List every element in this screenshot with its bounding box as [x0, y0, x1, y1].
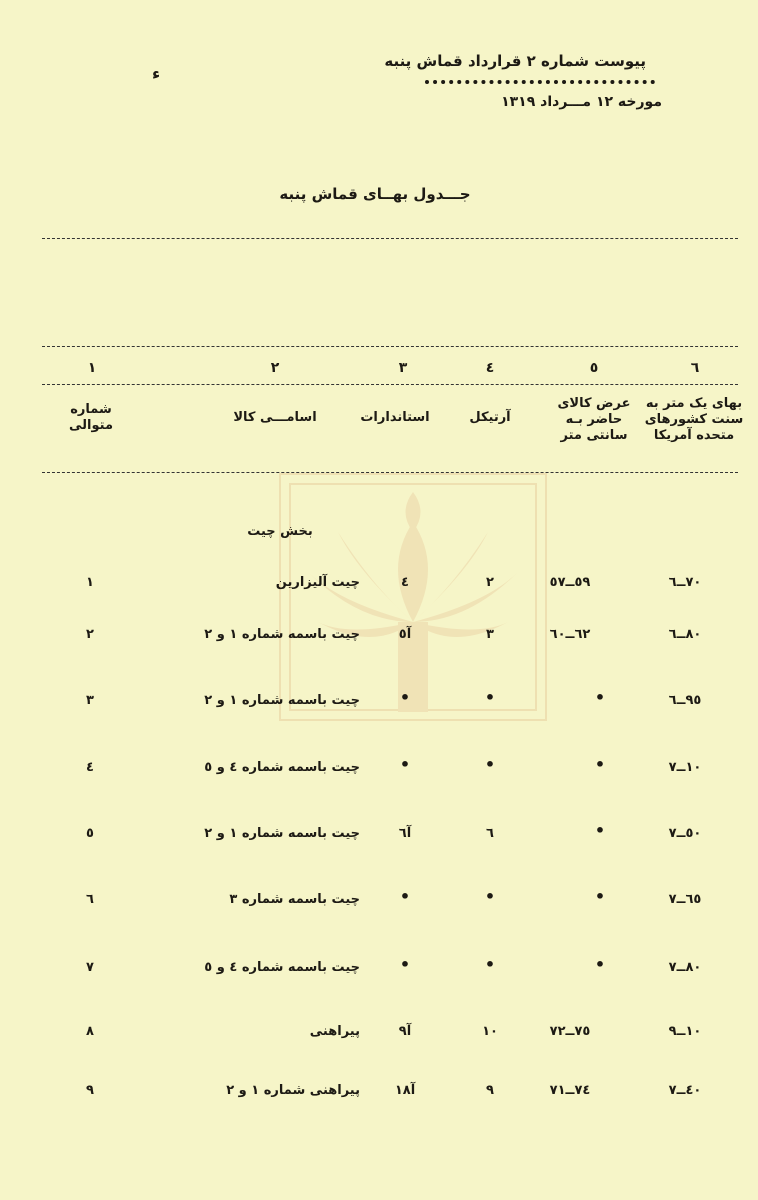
- row-number: ٥: [86, 826, 94, 841]
- row-number: ٢: [86, 627, 94, 642]
- ditto-mark: •: [399, 887, 411, 906]
- column-number: ٦: [690, 360, 700, 376]
- ditto-mark: •: [484, 688, 496, 707]
- item-name: چیت باسمه شماره ۱ و ۲: [204, 627, 360, 642]
- column-number: ٥: [589, 360, 599, 376]
- header-date: مورخه ۱۲ مـــرداد ۱۳۱۹: [501, 94, 662, 110]
- item-price: ٩٥ــ٦: [668, 693, 702, 708]
- item-name: پیراهنی: [309, 1024, 360, 1039]
- column-number: ١: [87, 360, 97, 376]
- ditto-mark: •: [594, 755, 606, 774]
- header-width: عرض کالای حاضر بـه سانتی متر: [557, 396, 631, 443]
- item-article: ٣: [486, 627, 494, 642]
- header-standards: استاندارات: [360, 410, 430, 425]
- item-name: چیت باسمه شماره ۱ و ۲: [204, 693, 360, 708]
- ditto-mark: •: [399, 688, 411, 707]
- header-name: اسامـــی کالا: [233, 410, 317, 425]
- column-number: ٢: [270, 360, 280, 376]
- ditto-mark: •: [399, 955, 411, 974]
- item-name: چیت آلیزارین: [275, 575, 360, 590]
- item-standard: آ٦: [398, 826, 412, 841]
- item-standard: آ٩: [398, 1024, 412, 1039]
- document-title: جـــدول بهــای قماش پنبه: [279, 185, 471, 203]
- item-article: ٦: [486, 826, 494, 841]
- column-number: ٤: [485, 360, 495, 376]
- ditto-mark: •: [484, 755, 496, 774]
- row-number: ٧: [86, 960, 94, 975]
- header-price: بهای یک متر به سنت کشورهای متحده آمریکا: [644, 396, 744, 443]
- item-width: ٦٢ــ٦٠: [549, 627, 591, 642]
- item-name: چیت باسمه شماره ٤ و ٥: [204, 960, 360, 975]
- item-width: ٧٥ــ٧٢: [549, 1024, 591, 1039]
- item-price: ٧٠ــ٦: [668, 575, 702, 590]
- item-article: ٩: [486, 1083, 494, 1098]
- item-name: چیت باسمه شماره ٤ و ٥: [204, 760, 360, 775]
- header-article: آرتیکل: [469, 410, 511, 425]
- ditto-mark: •: [484, 887, 496, 906]
- item-price: ٥٠ــ٧: [668, 826, 702, 841]
- section-label: بخش چیت: [247, 524, 313, 539]
- row-number: ٤: [86, 760, 94, 775]
- ditto-mark: •: [594, 821, 606, 840]
- item-article: ١٠: [482, 1024, 498, 1039]
- item-price: ٨٠ــ٧: [668, 960, 702, 975]
- item-price: ٨٠ــ٦: [668, 627, 702, 642]
- header-row-no: شماره متوالی: [69, 402, 113, 433]
- ditto-mark: •: [594, 887, 606, 906]
- row-number: ٣: [86, 693, 94, 708]
- ditto-mark: •: [484, 955, 496, 974]
- item-width: ٥٩ــ٥٧: [549, 575, 591, 590]
- item-name: چیت باسمه شماره ۱ و ۲: [204, 826, 360, 841]
- item-price: ٦٥ــ٧: [668, 892, 702, 907]
- header-title: پیوست شماره ۲ قرارداد قماش پنبه: [384, 52, 646, 70]
- item-name: چیت باسمه شماره ٣: [229, 892, 360, 907]
- row-number: ٩: [86, 1083, 94, 1098]
- item-standard: آ٥: [398, 627, 412, 642]
- ditto-mark: •: [594, 688, 606, 707]
- item-name: پیراهنی شماره ۱ و ۲: [226, 1083, 360, 1098]
- item-width: ٧٤ــ٧١: [549, 1083, 591, 1098]
- column-number: ٣: [398, 360, 408, 376]
- ditto-mark: •: [594, 955, 606, 974]
- margin-mark: ء: [152, 64, 161, 83]
- row-number: ١: [86, 575, 94, 590]
- ditto-mark: •: [399, 755, 411, 774]
- row-number: ٨: [86, 1024, 94, 1039]
- item-standard: ٤: [401, 575, 409, 590]
- item-price: ١٠ــ٧: [668, 760, 702, 775]
- row-number: ٦: [86, 892, 94, 907]
- item-article: ٢: [486, 575, 494, 590]
- item-price: ١٠ــ٩: [668, 1024, 702, 1039]
- item-standard: آ١٨: [394, 1083, 416, 1098]
- item-price: ٤٠ــ٧: [668, 1083, 702, 1098]
